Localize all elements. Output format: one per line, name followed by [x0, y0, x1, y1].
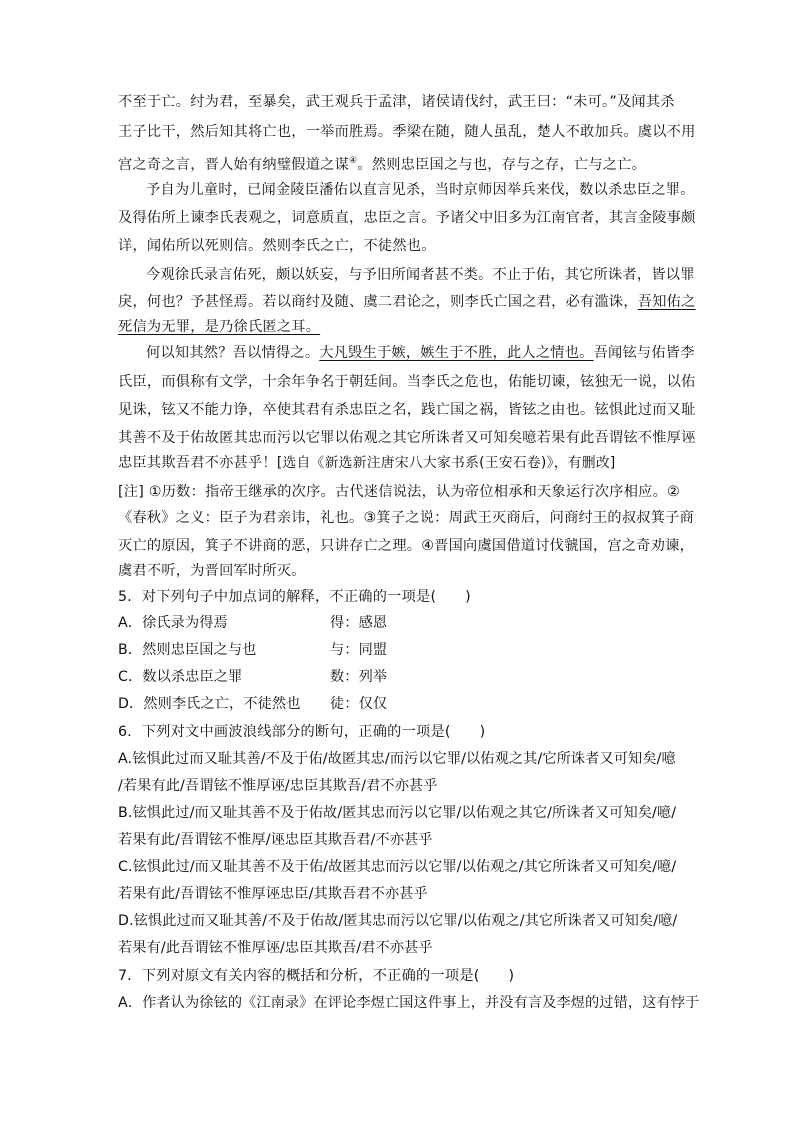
passage-line-7: 今观徐氏录言佑死，颇以妖妄，与予旧所闻者甚不类。不止于佑，其它所诛者，皆以罪	[146, 267, 695, 283]
q5-option-c: C．数以杀忠臣之罪 数：列举	[118, 669, 388, 685]
underlined-sentence-1: 吾知佑之	[637, 294, 696, 310]
q6-option-d-line-1: D.铉惧此过而又耻其善/不及于佑故/匿其忠而污以它罪/以佑观之/其它所诛者又可知矣/噫/	[118, 913, 678, 929]
passage-line-13: 其善不及于佑故匿其忠而污以它罪以佑观之其它所诛者又可知矣噫若果有此吾谓铉不惟厚诬	[118, 430, 696, 446]
passage-line-9	[118, 317, 320, 337]
passage-line-5: 及得佑所上谏李氏表观之，词意质直，忠臣之言。予诸父中旧多为江南官者，其言金陵事颇	[118, 210, 696, 226]
passage-line-11: 氏臣，而俱称有文学，十余年争名于朝廷间。当李氏之危也，佑能切谏，铉独无一说，以佑	[118, 374, 696, 390]
passage-line-1: 不至于亡。纣为君，至暴矣，武王观兵于孟津，诸侯请伐纣，武王曰：“未可。”及闻其杀	[118, 94, 675, 110]
underlined-sentence-2: 大凡毁生于嫉，嫉生于不胜，此人之情也。	[319, 345, 594, 361]
passage-line-6: 详，闻佑所以死则信。然则李氏之亡，不徒然也。	[118, 238, 436, 254]
passage-line-14: 忠臣其欺吾君不亦甚乎！[选自《新选新注唐宋八大家书系(王安石卷)》，有删改]	[118, 455, 616, 471]
q6-option-b-line-2: 若果有此/吾谓铉不惟厚/诬忠臣其欺吾君/不亦甚乎	[118, 832, 433, 848]
q5-option-d: D．然则李氏之亡，不徒然也 徒：仅仅	[118, 696, 388, 712]
notes-label: [注]	[118, 484, 145, 500]
footnote-ref-4: ④	[349, 156, 358, 166]
q6-option-c-line-1: C.铉惧此过/而又耻其善不及于佑/故匿其忠而污以它罪/以佑观之/其它所诛者又可知矣/噫/	[118, 859, 677, 875]
q5-option-a: A．徐氏录为得焉 得：感恩	[118, 615, 388, 631]
question-6-stem: 6．下列对文中画波浪线部分的断句，正确的一项是( )	[118, 724, 486, 740]
notes-line-4: 虞君不听，为晋回军时所灭。	[118, 563, 306, 579]
underlined-sentence-1-cont: 死信为无罪，是乃徐氏匿之耳。	[118, 319, 321, 335]
passage-line-2: 王子比干，然后知其将亡也，一举而胜焉。季梁在随，随人虽乱，楚人不敢加兵。虞以不用	[118, 124, 696, 140]
passage-line-3: 宫之奇之言，晋人始有纳璧假道之谋④。然则忠臣国之与也，存与之存，亡与之亡。	[118, 156, 647, 173]
passage-line-10: 何以知其然？吾以情得之。大凡毁生于嫉，嫉生于不胜，此人之情也。吾闻铉与佑皆李	[146, 345, 695, 361]
q6-option-d-line-2: 若果有/此吾谓铉不惟厚诬/忠臣其欺吾/君不亦甚乎	[118, 940, 433, 956]
q6-option-a-line-1: A.铉惧此过而又耻其善/不及于佑/故匿其忠/而污以它罪/以佑观之其/它所诛者又可知矣/噫	[118, 751, 676, 767]
notes-line-3: 灭亡的原因，箕子不讲商的恶，只讲存亡之理。④晋国向虞国借道讨伐虢国，宫之奇劝谏，	[118, 538, 695, 554]
q6-option-c-line-2: 若果有此/吾谓铉不惟厚诬忠臣/其欺吾君不亦甚乎	[118, 886, 428, 902]
question-5-stem: 5．对下列句子中加点词的解释，不正确的一项是( )	[118, 589, 471, 605]
passage-line-8: 戾，何也？予甚怪焉。若以商纣及随、虞二君论之，则李氏亡国之君，必有滥诛，吾知佑之	[118, 294, 696, 310]
q6-option-b-line-1: B.铉惧此过/而又耻其善不及于佑故/匿其忠而污以它罪/以佑观之其它/所诛者又可知矣/噫/	[118, 805, 677, 821]
question-7-stem: 7．下列对原文有关内容的概括和分析，不正确的一项是( )	[118, 968, 515, 984]
passage-line-12: 见诛，铉又不能力诤，卒使其君有杀忠臣之名，践亡国之祸，皆铉之由也。铉惧此过而又耻	[118, 402, 696, 418]
q6-option-a-line-2: /若果有此/吾谓铉不惟厚诬/忠臣其欺吾/君不亦甚乎	[118, 778, 438, 794]
q5-option-b: B．然则忠臣国之与也 与：同盟	[118, 642, 388, 658]
passage-line-4: 予自为儿童时，已闻金陵臣潘佑以直言见杀，当时京师因举兵来伐，数以杀忠臣之罪。	[146, 182, 695, 198]
q7-option-a-line-1: A．作者认为徐铉的《江南录》在评论李煜亡国这件事上，并没有言及李煜的过错，这有悖于	[118, 995, 700, 1011]
source-citation: [选自《新选新注唐宋八大家书系(王安石卷)》，有删改]	[276, 455, 616, 471]
notes-line-1: [注] ①历数：指帝王继承的次序。古代迷信说法，认为帝位相承和天象运行次序相应。②	[118, 484, 681, 500]
notes-line-2: 《春秋》之义：臣子为君亲讳，礼也。③箕子之说：周武王灭商后，问商纣王的叔叔箕子商	[118, 510, 695, 526]
